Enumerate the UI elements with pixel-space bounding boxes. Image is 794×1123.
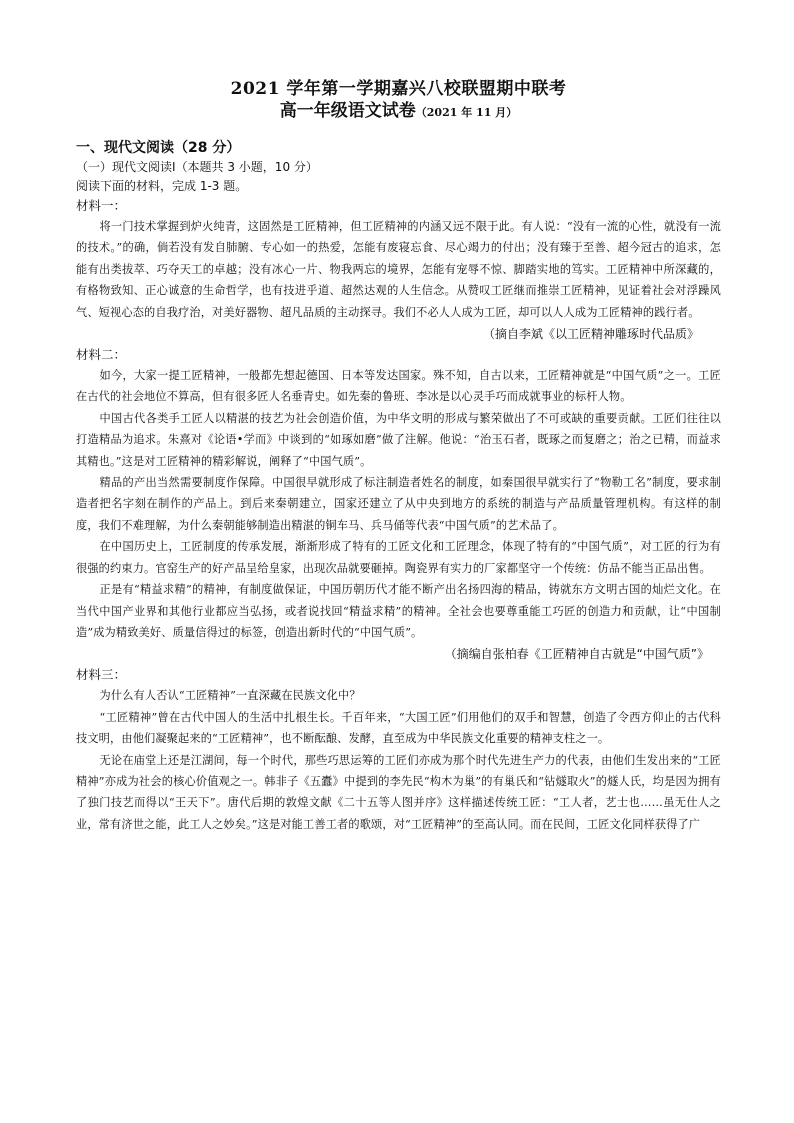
- material2-paragraph: 正是有“精益求精”的精神，有制度做保证，中国历朝历代才能不断产出名扬四海的精品，铸就东方文明古国的灿烂文化。在当代中国产业界和其他行业都应当弘扬，或者说找回“精益求精”的精神。全社会也要尊重能工巧匠的创造力和贡献，让“中国制造”成为精致美好、质量信得过的标签，创造出新时代的“中国气质”。: [76, 583, 721, 639]
- material2-paragraph: 中国古代各类手工匠人以精湛的技艺为社会创造价值，为中华文明的形成与繁荣做出了不可或缺的重要贡献。工匠们往往以打造精品为追求。朱熹对《论语•学而》中谈到的“如琢如磨”做了注解。他说：“治玉石者，既琢之而复磨之；治之已精，而益求其精也。”这是对工匠精神的精彩解说，阐释了“中国气质”。: [76, 411, 721, 468]
- material1-label: 材料一：: [76, 198, 127, 213]
- material2-paragraph: 在中国历史上，工匠制度的传承发展，渐渐形成了特有的工匠文化和工匠理念，体现了特有的“中国气质”，对工匠的行为有很强的约束力。官窑生产的好产品呈给皇家，出现次品就要砸掉。陶瓷界有实力的厂家都坚守一个传统：仿品不能当正品出售。: [76, 540, 721, 575]
- material3-paragraph: “工匠精神”曾在古代中国人的生活中扎根生长。千百年来，“大国工匠”们用他们的双手和智慧，创造了令西方仰止的古代科技文明，由他们凝聚起来的“工匠精神”，也不断酝酿、发酵，直至成为中华民族文化重要的精神支柱之一。: [76, 710, 721, 746]
- exam-page: [76, 78, 721, 835]
- exam-title: 2021 学年第一学期嘉兴八校联盟期中联考: [230, 79, 567, 99]
- material1-paragraph: 将一门技术掌握到炉火纯青，这固然是工匠精神，但工匠精神的内涵又远不限于此。有人说：“没有一流的心性，就没有一流的技术。”的确，倘若没有发自肺腑、专心如一的热爱，怎能有废寝忘食、尽心竭力的付出；没有臻于至善、超今冠古的追求，怎能有出类拔萃、巧夺天工的卓越；没有冰心一片、物我两忘的境界，怎能有宠辱不惊、脚踏实地的笃实。工匠精神中所深藏的，有格物致知、正心诚意的生命哲学，也有技进乎道、超然达观的人生信念。从赞叹工匠继而推崇工匠精神，见证着社会对浮躁风气、短视心态的自我疗治，对美好器物、超凡品质的主动探寻。我们不必人人成为工匠，却可以人人成为工匠精神的践行者。: [76, 220, 721, 319]
- section-title: 一、现代文阅读（28 分）: [76, 140, 241, 156]
- material2-paragraph: 精品的产出当然需要制度作保障。中国很早就形成了标注制造者姓名的制度，如秦国很早就实行了“物勒工名”制度，要求制造者把名字刻在制作的产品上。到后来秦朝建立，国家还建立了从中央到地方的系统的制造与产品质量管理机构。有这样的制度，我们不难理解，为什么秦朝能够制造出精湛的铜车马、兵马俑等代表“中国气质”的艺术品了。: [76, 476, 721, 532]
- material2-label: 材料二：: [76, 347, 127, 363]
- exam-subtitle-text: 高一年级语文试卷: [279, 101, 416, 121]
- material1-source: （摘自李斌《以工匠精神雕琢时代品质》: [482, 327, 699, 342]
- material3-label: 材料三：: [76, 667, 127, 683]
- instruction: 阅读下面的材料，完成 1-3 题。: [76, 179, 248, 193]
- exam-date: （2021 年 11 月）: [415, 106, 518, 119]
- material2-source: （摘编自张柏春《工匠精神自古就是“中国气质”》: [444, 647, 709, 662]
- sub-section-title: （一）现代文阅读Ⅰ（本题共 3 小题，10 分）: [76, 160, 318, 174]
- material3-paragraph: 为什么有人否认“工匠精神”一直深藏在民族文化中？: [99, 689, 361, 703]
- exam-subtitle: [76, 100, 721, 124]
- material2-paragraph: 如今，大家一提工匠精神，一般都先想起德国、日本等发达国家。殊不知，自古以来，工匠精神就是“中国气质”之一。工匠在古代的社会地位不算高，但有很多匠人名垂青史。如先秦的鲁班、李冰是以心灵手巧而成就事业的标杆人物。: [76, 369, 721, 404]
- material3-paragraph: 无论在庙堂上还是江湖间，每一个时代，那些巧思运筹的工匠们亦成为那个时代先进生产力的代表，由他们生发出来的“工匠精神”亦成为社会的核心价值观之一。韩非子《五蠹》中提到的李先民“构木为巢”的有巢氏和“钻燧取火”的燧人氏，均是因为拥有了独门技艺而得以“王天下”。唐代后期的敦煌文献《二十五等人图并序》这样描述传统工匠：“工人者，艺士也……虽无仕人之业，常有济世之能，此工人之妙矣。”这是对能工善工者的歌颂，对“工匠精神”的至高认同。而在民间，工匠文化同样获得了广: [76, 753, 721, 831]
